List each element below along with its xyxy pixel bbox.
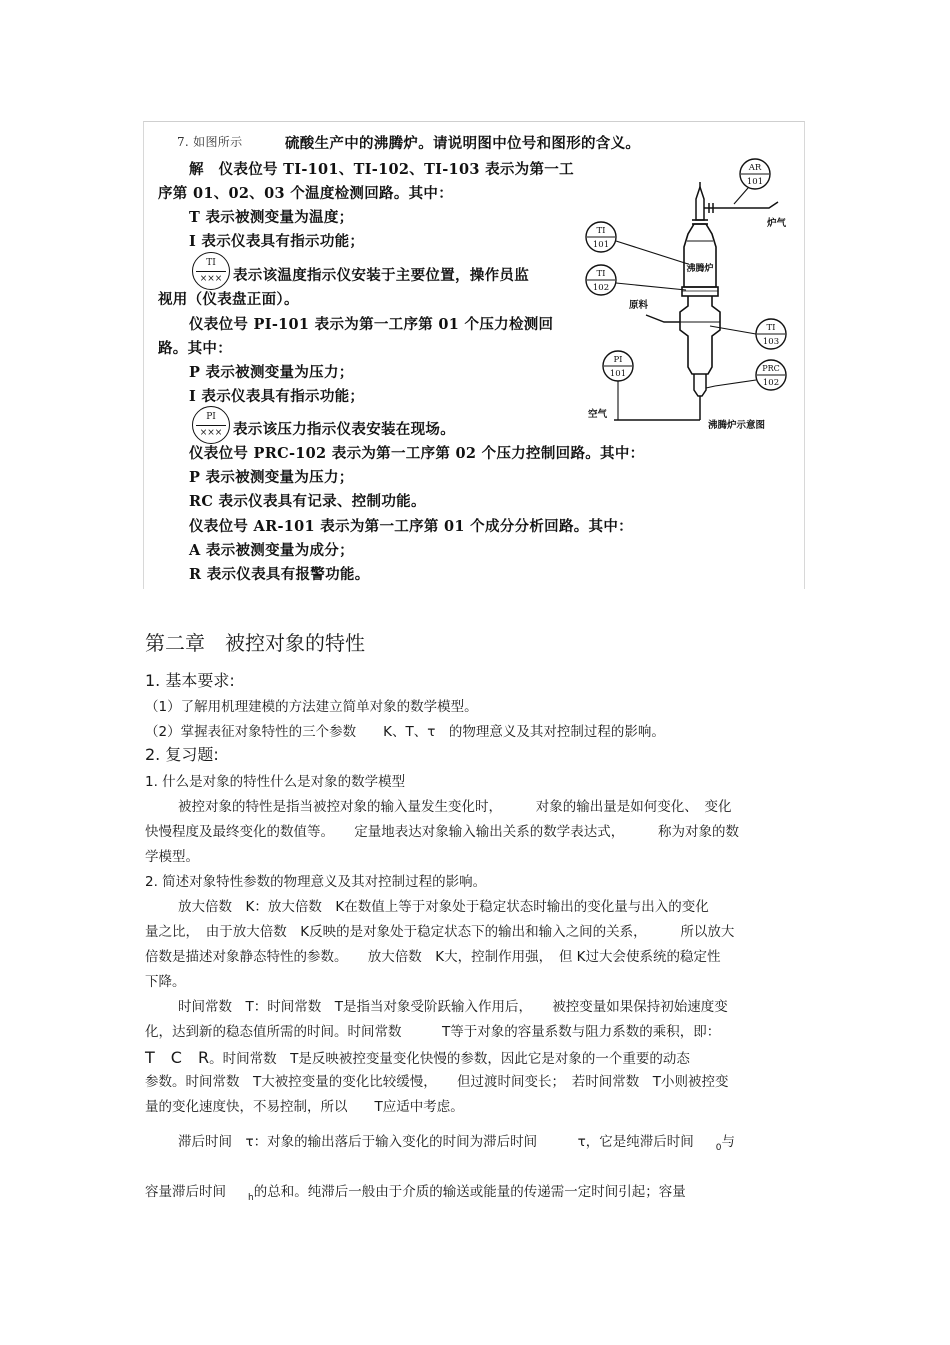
pi-101-tag: PI [613, 355, 623, 365]
gain-paragraph-line: 下降。 [145, 974, 186, 990]
question-number: 7. 如图所示 [177, 135, 243, 149]
scan-line: 序第 01、02、03 个温度检测回路。其中： [158, 185, 454, 202]
time-constant-line: 参数。时间常数 T大被控变量的变化比较缓慢， 但过渡时间变长； 若时间常数 T小则被控变 [145, 1074, 729, 1090]
ti-symbol-icon: TI ××× [192, 252, 230, 290]
pi-101-number: 101 [609, 369, 627, 379]
gain-paragraph-line: 放大倍数 K：放大倍数 K在数值上等于对象处于稳定状态时输出的变化量与出入的变化 [178, 899, 709, 915]
time-constant-line: 时间常数 T：时间常数 T是指当对象受阶跃输入作用后， 被控变量如果保持初始速度变 [178, 999, 728, 1015]
time-constant-line: 化，达到新的稳态值所需的时间。时间常数 T等于对象的容量系数与阻力系数的乘积，即： [145, 1024, 721, 1040]
scanned-excerpt [143, 121, 805, 589]
scan-line: A 表示被测变量为成分； [189, 542, 354, 559]
scan-line: 视用（仪表盘正面）。 [158, 291, 299, 308]
scan-line: R 表示仪表具有报警功能。 [189, 566, 370, 583]
question-2: 2. 简述对象特性参数的物理意义及其对控制过程的影响。 [145, 874, 487, 890]
chapter-title: 第二章 被控对象的特性 [145, 631, 365, 655]
prc-102-tag: PRC [762, 364, 780, 373]
diagram-caption: 沸腾炉示意图 [708, 420, 766, 431]
ti-101-number: 101 [592, 240, 610, 250]
air-label: 空气 [588, 409, 608, 420]
gain-paragraph-line: 量之比， 由于放大倍数 K反映的是对象处于稳定状态下的输出和输入之间的关系， 所以放大 [145, 924, 735, 940]
scan-line: 路。其中： [158, 340, 232, 357]
answer-1-line: 被控对象的特性是指当被控对象的输入量发生变化时， 对象的输出量是如何变化、 变化 [178, 799, 732, 815]
ar-101-tag: AR [748, 163, 762, 173]
ti-103-number: 103 [762, 337, 780, 347]
answer-1-line: 快慢程度及最终变化的数值等。 定量地表达对象输入输出关系的数学表达式， 称为对象的数 [145, 824, 739, 840]
ar-101-number: 101 [746, 177, 764, 187]
section-review-questions: 2. 复习题: [145, 745, 219, 764]
answer-1-line: 学模型。 [145, 849, 199, 865]
scan-line: P 表示被测变量为压力； [189, 469, 354, 486]
feed-label: 原料 [629, 300, 649, 311]
gas-label: 炉气 [767, 218, 787, 229]
ti-102-number: 102 [592, 283, 610, 293]
scan-line: 表示该压力指示仪表安装在现场。 [233, 421, 455, 438]
delay-time-line: 滞后时间 τ：对象的输出落后于输入变化的时间为滞后时间 τ，它是纯滞后时间 $_0$与 [178, 1134, 735, 1153]
boiling-furnace-diagram [584, 152, 799, 437]
scan-line: T 表示被测变量为温度； [189, 209, 354, 226]
question-text: 硫酸生产中的沸腾炉。请说明图中位号和图形的含义。 [285, 135, 641, 152]
scan-line: P 表示被测变量为压力； [189, 364, 354, 381]
pi-symbol-icon: PI ××× [192, 406, 230, 444]
ti-102-tag: TI [596, 269, 606, 279]
requirement-item: （2）掌握表征对象特性的三个参数 K、T、τ 的物理意义及其对控制过程的影响。 [145, 724, 665, 740]
gain-paragraph-line: 倍数是描述对象静态特性的参数。 放大倍数 K大，控制作用强， 但 K过大会使系统的稳定性 [145, 949, 721, 965]
prc-102-number: 102 [762, 378, 780, 388]
scan-line: I 表示仪表具有指示功能； [189, 233, 365, 250]
time-constant-formula-line: T C R。时间常数 T是反映被控变量变化快慢的参数，因此它是对象的一个重要的动态 [145, 1048, 690, 1067]
scan-line: I 表示仪表具有指示功能； [189, 388, 365, 405]
time-constant-line: 量的变化速度快，不易控制，所以 T应适中考虑。 [145, 1099, 464, 1115]
question-1: 1. 什么是对象的特性什么是对象的数学模型 [145, 774, 406, 790]
scan-line: 仪表位号 PRC-102 表示为第一工序第 02 个压力控制回路。其中： [189, 445, 645, 462]
scan-line: 仪表位号 AR-101 表示为第一工序第 01 个成分分析回路。其中： [189, 518, 633, 535]
scan-line: 解 仪表位号 TI-101、TI-102、TI-103 表示为第一工 [189, 161, 574, 178]
requirement-item: （1）了解用机理建模的方法建立简单对象的数学模型。 [145, 699, 478, 715]
scan-line: 仪表位号 PI-101 表示为第一工序第 01 个压力检测回 [189, 316, 554, 333]
ti-101-tag: TI [596, 226, 606, 236]
formula-t-c-r: T C R [145, 1048, 210, 1067]
delay-time-line: 容量滞后时间 $_h$的总和。纯滞后一般由于介质的输送或能量的传递需一定时间引起；容量 [145, 1184, 686, 1203]
scan-line: 表示该温度指示仪安装于主要位置，操作员监 [233, 267, 529, 284]
scan-line: RC 表示仪表具有记录、控制功能。 [189, 493, 426, 510]
ti-103-tag: TI [766, 323, 776, 333]
furnace-label: 沸腾炉 [686, 264, 714, 274]
section-basic-requirements: 1. 基本要求: [145, 671, 235, 690]
